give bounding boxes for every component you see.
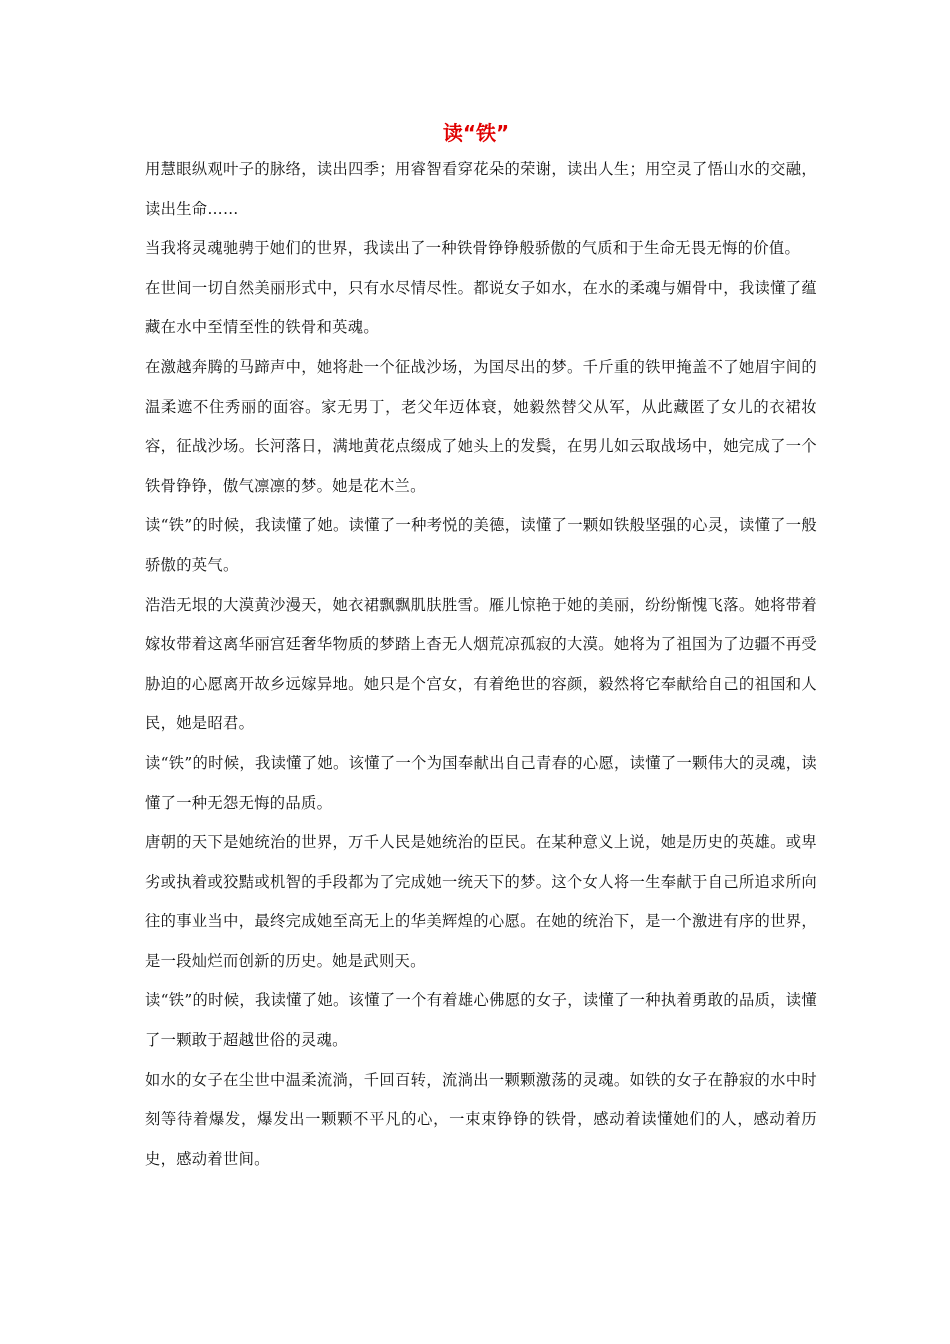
document-page	[145, 118, 817, 1179]
paragraph-read-zhaojun: 读“铁”的时候，我读懂了她。该懂了一个为国奉献出自己青春的心愿，读懂了一颗伟大的灵魂，读懂了一种无怨无悔的品质。	[145, 753, 817, 812]
paragraph-zhaojun: 浩浩无垠的大漠黄沙漫天，她衣裙飘飘肌肤胜雪。雁儿惊艳于她的美丽，纷纷惭愧飞落。她将带着嫁妆带着这离华丽宫廷奢华物质的梦踏上杳无人烟荒凉孤寂的大漠。她将为了祖国为了边疆不再受胁迫的心愿离开故乡远嫁异地。她只是个宫女，有着绝世的容颜，毅然将它奉献给自己的祖国和人民，她是昭君。	[145, 595, 817, 733]
paragraph-read-mulan: 读“铁”的时候，我读懂了她。读懂了一种考悦的美德，读懂了一颗如铁般坚强的心灵，读懂了一般骄傲的英气。	[145, 516, 817, 574]
paragraph-mulan: 在激越奔腾的马蹄声中，她将赴一个征战沙场，为国尽出的梦。千斤重的铁甲掩盖不了她眉宇间的温柔遮不住秀丽的面容。家无男丁，老父年迈体衰，她毅然替父从军，从此藏匿了女儿的衣裙妆容，征战沙场。长河落日，满地黄花点缀成了她头上的发鬓，在男儿如云取战场中，她完成了一个铁骨铮铮，傲气凛凛的梦。她是花木兰。	[145, 357, 817, 495]
paragraph-soul: 当我将灵魂驰骋于她们的世界，我读出了一种铁骨铮铮般骄傲的气质和于生命无畏无悔的价值。	[145, 239, 801, 258]
paragraph-conclusion: 如水的女子在尘世中温柔流淌，千回百转，流淌出一颗颗激荡的灵魂。如铁的女子在静寂的水中时刻等待着爆发，爆发出一颗颗不平凡的心，一束束铮铮的铁骨，感动着读懂她们的人，感动着历史，感动着世间。	[145, 1070, 817, 1168]
paragraph-wuzetian: 唐朝的天下是她统治的世界，万千人民是她统治的臣民。在某种意义上说，她是历史的英雄。或卑劣或执着或狡黠或机智的手段都为了完成她一统天下的梦。这个女人将一生奉献于自己所追求所向往的事业当中，最终完成她至高无上的华美辉煌的心愿。在她的统治下，是一个激进有序的世界，是一段灿烂而创新的历史。她是武则天。	[145, 833, 817, 970]
paragraph-read-wuzetian: 读“铁”的时候，我读懂了她。该懂了一个有着雄心佛愿的女子，读懂了一种执着勇敢的品质，读懂了一颗敢于超越世俗的灵魂。	[145, 991, 817, 1050]
document-title: 读“铁”	[442, 121, 510, 145]
paragraph-intro: 用慧眼纵观叶子的脉络，读出四季；用睿智看穿花朵的荣谢，读出人生；用空灵了悟山水的交融，读出生命……	[145, 160, 817, 218]
paragraph-water: 在世间一切自然美丽形式中，只有水尽情尽性。都说女子如水，在水的柔魂与媚骨中，我读懂了蕴藏在水中至情至性的铁骨和英魂。	[145, 278, 817, 337]
